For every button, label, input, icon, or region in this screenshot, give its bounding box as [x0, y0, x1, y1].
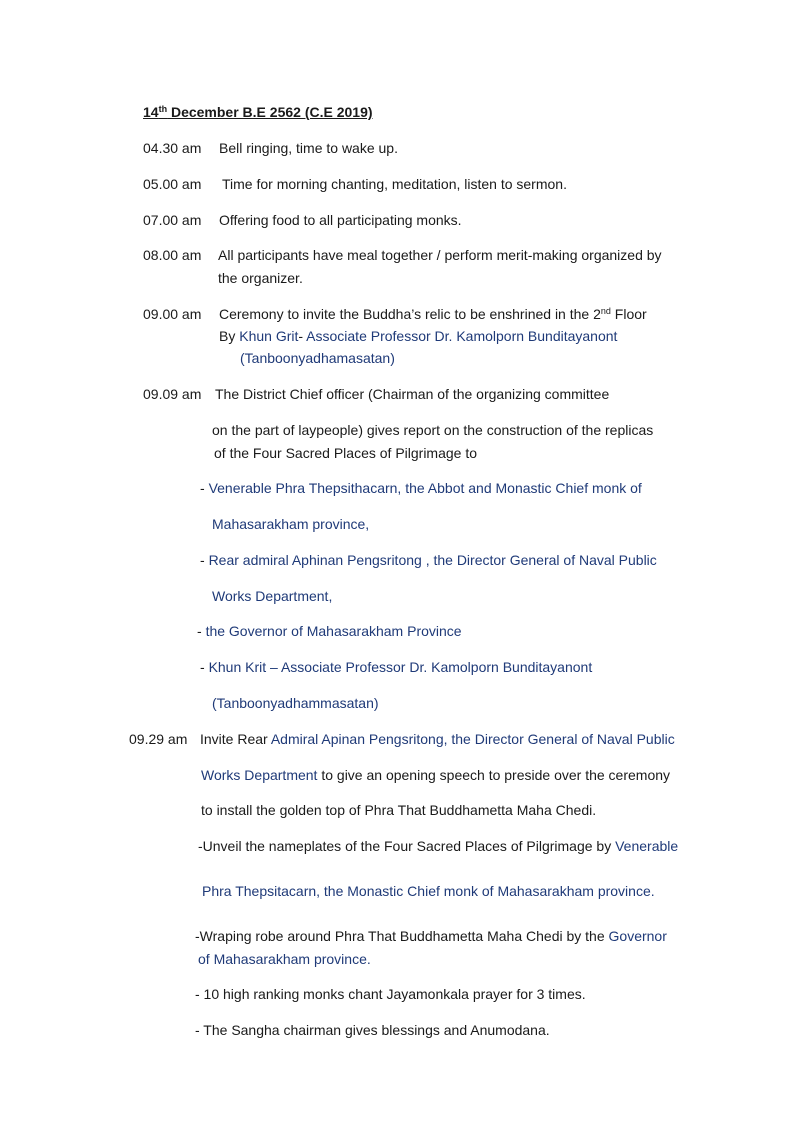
schedule-item-0500 [143, 175, 201, 193]
item-text-line-7: of Mahasarakham province. [198, 951, 371, 967]
item-text-line-6 [195, 927, 667, 945]
heading-day-suffix: th [158, 104, 168, 114]
recipient-1-line-2: Mahasarakham province, [212, 516, 370, 532]
dash: - [200, 552, 209, 568]
recipient-name: Rear admiral Aphinan Pengsritong , the Director General of Naval Public [208, 552, 657, 568]
schedule-date-heading [143, 103, 373, 121]
by-label: By [219, 328, 240, 344]
schedule-item-0929 [129, 730, 187, 748]
item-text: Bell ringing, time to wake up. [219, 140, 398, 156]
person-name: Admiral Apinan Pengsritong, the Director General of Naval Public [270, 731, 675, 747]
item-text-line-4 [198, 837, 678, 855]
department-name: Works Department [201, 767, 318, 783]
schedule-item-0800 [143, 246, 201, 264]
dash: - [200, 480, 209, 496]
item-text-line-2 [219, 327, 617, 345]
person-name: Venerable [615, 838, 679, 854]
schedule-item-0430 [143, 139, 201, 157]
time-label: 08.00 am [143, 247, 202, 263]
dash: - [200, 659, 209, 675]
time-label: 09.29 am [129, 731, 188, 747]
recipient-2-line-1 [200, 551, 657, 569]
heading-rest: December B.E 2562 (C.E 2019) [167, 104, 373, 120]
text-part: Ceremony to invite the Buddha’s relic to be enshrined in the 2 [219, 306, 601, 322]
time-label: 09.00 am [143, 306, 202, 322]
text-part: Invite Rear [200, 731, 271, 747]
item-text-line-8: - 10 high ranking monks chant Jayamonkala prayer for 3 times. [195, 986, 586, 1002]
time-label: 05.00 am [143, 176, 202, 192]
item-text-line-3: to install the golden top of Phra That Buddhametta Maha Chedi. [201, 802, 597, 818]
recipient-name: Venerable Phra Thepsithacarn, the Abbot and Monastic Chief monk of [208, 480, 642, 496]
item-text-line-3: of the Four Sacred Places of Pilgrimage to [214, 445, 478, 461]
ordinal-suffix: nd [600, 306, 611, 316]
item-text-line-1 [219, 305, 647, 323]
item-text-line-1: The District Chief officer (Chairman of the organizing committee [215, 386, 610, 402]
organization-name: (Tanboonyadhamasatan) [240, 350, 395, 366]
recipient-1-line-1 [200, 479, 642, 497]
recipient-3-line-1 [197, 622, 462, 640]
time-label: 04.30 am [143, 140, 202, 156]
dash: - [298, 328, 307, 344]
item-text: Offering food to all participating monks. [219, 212, 462, 228]
item-text-line-2 [201, 766, 670, 784]
text-part: to give an opening speech to preside over the ceremony [317, 767, 671, 783]
item-text-line-5: Phra Thepsitacarn, the Monastic Chief monk of Mahasarakham province. [202, 883, 655, 899]
recipient-name: Khun Krit – Associate Professor Dr. Kamolporn Bunditayanont [208, 659, 593, 675]
text-part: -Unveil the nameplates of the Four Sacred Places of Pilgrimage by [198, 838, 616, 854]
text-part: Floor [610, 306, 647, 322]
recipient-name: the Governor of Mahasarakham Province [205, 623, 462, 639]
recipient-2-line-2: Works Department, [212, 588, 333, 604]
text-part: -Wraping robe around Phra That Buddhametta Maha Chedi by the [195, 928, 609, 944]
person-name: Khun Grit [239, 328, 299, 344]
time-label: 07.00 am [143, 212, 202, 228]
schedule-item-0700 [143, 211, 201, 229]
recipient-4-line-2: (Tanboonyadhammasatan) [212, 695, 379, 711]
recipient-4-line-1 [200, 658, 592, 676]
item-text-line-9: - The Sangha chairman gives blessings and Anumodana. [195, 1022, 550, 1038]
person-name: Governor [608, 928, 667, 944]
schedule-item-0900 [143, 305, 201, 323]
item-text-line-1 [200, 730, 675, 748]
item-text-line-2: the organizer. [218, 270, 303, 286]
item-text-line-1: All participants have meal together / perform merit-making organized by [218, 247, 662, 263]
item-text-line-2: on the part of laypeople) gives report on the construction of the replicas [212, 422, 654, 438]
person-title: Associate Professor Dr. Kamolporn Bunditayanont [306, 328, 618, 344]
time-label: 09.09 am [143, 386, 202, 402]
heading-day: 14 [143, 104, 159, 120]
dash: - [197, 623, 206, 639]
item-text: Time for morning chanting, meditation, listen to sermon. [222, 176, 567, 192]
schedule-item-0909 [143, 385, 201, 403]
